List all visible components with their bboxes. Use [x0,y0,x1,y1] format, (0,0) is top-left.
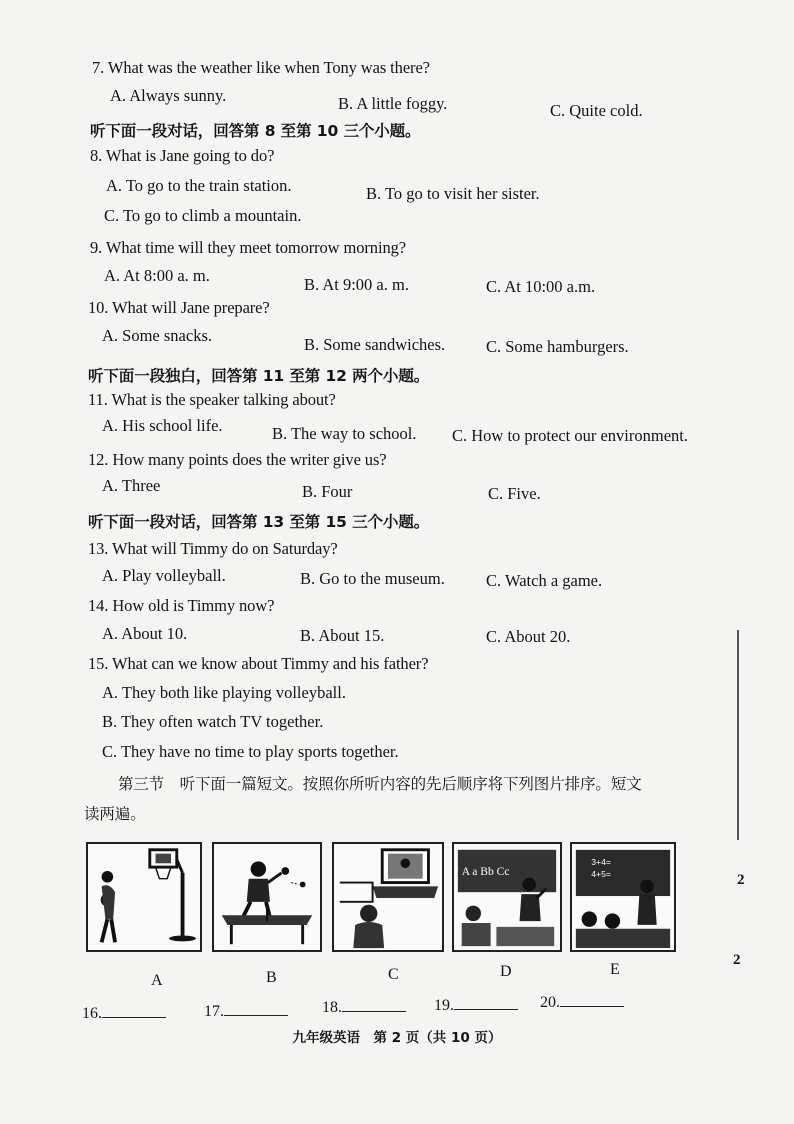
picture-e-math-class [570,842,676,952]
picture-c-watching-tv [332,842,444,952]
blank-number-16: 16. [82,1005,102,1022]
question-14-option-a[interactable]: A. About 10. [102,624,188,643]
question-10-option-a[interactable]: A. Some snacks. [102,326,212,345]
question-9-option-a[interactable]: A. At 8:00 a. m. [104,266,210,285]
blank-number-18: 18. [322,999,342,1016]
blank-number-19: 19. [434,997,454,1014]
math-class-icon [572,844,674,950]
question-8-stem: 8. What is Jane going to do? [90,146,275,165]
blank-number-20: 20. [540,994,560,1011]
blank-line-17[interactable] [224,1001,288,1016]
question-15-option-a[interactable]: A. They both like playing volleyball. [102,683,346,702]
question-8-option-b[interactable]: B. To go to visit her sister. [366,184,540,203]
instruction-8-10: 听下面一段对话，回答第 8 至第 10 三个小题。 [90,122,421,140]
question-10-stem: 10. What will Jane prepare? [88,298,270,317]
question-7-option-a[interactable]: A. Always sunny. [110,86,227,105]
question-13-option-b[interactable]: B. Go to the museum. [300,569,445,588]
answer-blank-18[interactable] [322,997,406,1017]
answer-blank-20[interactable] [540,992,624,1012]
question-14-option-c[interactable]: C. About 20. [486,627,571,646]
picture-b-table-tennis [212,842,322,952]
question-11-option-a[interactable]: A. His school life. [102,416,223,435]
picture-label-e: E [610,961,620,978]
question-13-stem: 13. What will Timmy do on Saturday? [88,539,338,558]
question-9-option-b[interactable]: B. At 9:00 a. m. [304,275,409,294]
instruction-11-12: 听下面一段独白，回答第 11 至第 12 两个小题。 [88,367,430,385]
question-15-stem: 15. What can we know about Timmy and his father? [88,654,429,673]
picture-a-basketball [86,842,202,952]
question-13-option-c[interactable]: C. Watch a game. [486,571,603,590]
question-7-stem: 7. What was the weather like when Tony was there? [92,58,430,77]
answer-blank-19[interactable] [434,995,518,1015]
blank-number-17: 17. [204,1003,224,1020]
blank-line-20[interactable] [560,992,624,1007]
section-3-instruction-line-2: 读两遍。 [84,805,146,823]
watching-tv-icon [334,844,442,950]
margin-mark-1: 2 [737,872,745,888]
picture-label-b: B [266,969,277,986]
question-14-stem: 14. How old is Timmy now? [88,596,275,615]
question-14-option-b[interactable]: B. About 15. [300,626,385,645]
board-d-text: A a Bb Cc [461,864,510,878]
question-15-option-b[interactable]: B. They often watch TV together. [102,712,324,731]
question-12-option-a[interactable]: A. Three [102,476,161,495]
answer-blank-17[interactable] [204,1001,288,1021]
blank-line-16[interactable] [102,1003,166,1018]
basketball-player-icon [88,844,200,950]
board-e-line-1: 3+4= [591,857,611,868]
question-7-option-b[interactable]: B. A little foggy. [338,94,448,113]
picture-label-a: A [151,972,163,989]
question-15-option-c[interactable]: C. They have no time to play sports together. [102,742,399,761]
blank-line-19[interactable] [454,995,518,1010]
question-8-option-c[interactable]: C. To go to climb a mountain. [104,206,302,225]
picture-d-english-class [452,842,562,952]
picture-label-c: C [388,966,399,983]
question-10-option-c[interactable]: C. Some hamburgers. [486,337,629,356]
question-12-option-b[interactable]: B. Four [302,482,353,501]
question-9-stem: 9. What time will they meet tomorrow morning? [90,238,406,257]
picture-label-d: D [500,963,512,980]
question-13-option-a[interactable]: A. Play volleyball. [102,566,226,585]
instruction-13-15: 听下面一段对话，回答第 13 至第 15 三个小题。 [88,513,430,531]
question-9-option-c[interactable]: C. At 10:00 a.m. [486,277,596,296]
question-11-option-c[interactable]: C. How to protect our environment. [452,426,688,445]
page-footer: 九年级英语 第 2 页（共 10 页） [292,1030,502,1046]
question-10-option-b[interactable]: B. Some sandwiches. [304,335,446,354]
question-12-stem: 12. How many points does the writer give us? [88,450,387,469]
section-3-instruction-line-1: 第三节 听下面一篇短文。按照你所听内容的先后顺序将下列图片排序。短文 [118,775,642,793]
question-11-stem: 11. What is the speaker talking about? [88,390,336,409]
question-11-option-b[interactable]: B. The way to school. [272,424,417,443]
english-class-icon [454,844,560,950]
board-e-line-2: 4+5= [591,868,611,879]
question-7-option-c[interactable]: C. Quite cold. [550,101,643,120]
table-tennis-icon [214,844,320,950]
answer-blank-16[interactable] [82,1003,166,1023]
question-12-option-c[interactable]: C. Five. [488,484,541,503]
blank-line-18[interactable] [342,997,406,1012]
question-8-option-a[interactable]: A. To go to the train station. [106,176,292,195]
margin-fold-line [737,630,739,840]
margin-mark-2: 2 [733,952,741,968]
